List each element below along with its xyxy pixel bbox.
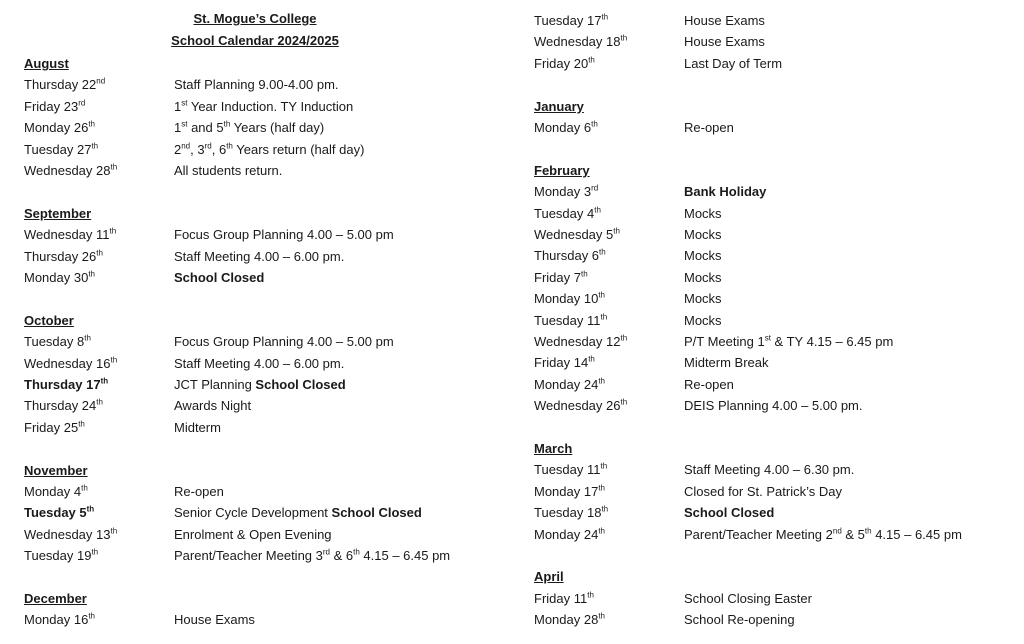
calendar-entry bbox=[24, 525, 504, 545]
calendar-entry bbox=[24, 247, 504, 267]
entry-date: Friday 7th bbox=[534, 269, 588, 285]
entry-event: Parent/Teacher Meeting 2nd & 5th 4.15 – 6.45 pm bbox=[684, 526, 962, 542]
entry-date: Monday 16th bbox=[24, 612, 95, 628]
entry-event: Mocks bbox=[684, 312, 722, 328]
entry-event: Midterm Break bbox=[684, 355, 769, 371]
entry-date: Monday 17th bbox=[534, 483, 605, 499]
entry-event: Mocks bbox=[684, 205, 722, 221]
entry-event: House Exams bbox=[684, 34, 765, 50]
entry-date: Monday 26th bbox=[24, 119, 95, 136]
calendar-entry bbox=[24, 161, 504, 181]
calendar-entry bbox=[534, 353, 1014, 373]
entry-event: Focus Group Planning 4.00 – 5.00 pm bbox=[174, 227, 394, 243]
calendar-entry bbox=[534, 332, 1014, 352]
calendar-entry bbox=[24, 75, 504, 95]
entry-event: Last Day of Term bbox=[684, 55, 783, 71]
calendar-entry bbox=[534, 311, 1014, 331]
calendar-entry bbox=[534, 503, 1014, 523]
calendar-entry bbox=[534, 182, 1014, 202]
month-heading: April bbox=[534, 569, 564, 585]
calendar-entry bbox=[24, 375, 504, 395]
entry-event: Staff Meeting 4.00 – 6.00 pm. bbox=[174, 355, 345, 371]
calendar-entry bbox=[534, 289, 1014, 309]
entry-date: Tuesday 17th bbox=[534, 12, 609, 28]
entry-event: All students return. bbox=[174, 163, 283, 178]
entry-date: Monday 3rd bbox=[534, 183, 599, 200]
month-heading: October bbox=[24, 312, 74, 328]
entry-date: Monday 6th bbox=[534, 119, 598, 135]
calendar-entry bbox=[534, 396, 1014, 416]
calendar-entry bbox=[24, 354, 504, 374]
calendar-entry bbox=[534, 268, 1014, 288]
entry-date: Friday 14th bbox=[534, 355, 595, 371]
calendar-entry bbox=[534, 204, 1014, 224]
entry-event: JCT Planning School Closed bbox=[174, 377, 346, 392]
entry-date: Monday 4th bbox=[24, 483, 88, 499]
entry-date: Monday 24th bbox=[534, 376, 605, 392]
calendar-entry bbox=[24, 140, 504, 160]
entry-event: P/T Meeting 1st & TY 4.15 – 6.45 pm bbox=[684, 333, 894, 349]
entry-event: Focus Group Planning 4.00 – 5.00 pm bbox=[174, 334, 394, 350]
entry-event: School Closed bbox=[684, 505, 775, 521]
entry-event: 1st and 5th Years (half day) bbox=[174, 119, 325, 136]
calendar-entry bbox=[534, 375, 1014, 395]
calendar-entry bbox=[534, 610, 1014, 630]
entry-date: Tuesday 5th bbox=[24, 505, 95, 521]
entry-event: Awards Night bbox=[174, 398, 252, 414]
calendar-entry bbox=[534, 32, 1014, 52]
calendar-entry bbox=[24, 332, 504, 352]
calendar-entry bbox=[24, 482, 504, 502]
entry-date: Monday 30th bbox=[24, 269, 95, 285]
calendar-entry bbox=[24, 418, 504, 438]
entry-date: Tuesday 27th bbox=[24, 141, 99, 157]
entry-date: Wednesday 12th bbox=[534, 333, 628, 349]
month-heading: December bbox=[24, 591, 87, 606]
entry-date: Wednesday 28th bbox=[24, 162, 118, 178]
entry-date: Tuesday 8th bbox=[24, 333, 91, 350]
entry-event: Mocks bbox=[684, 291, 722, 307]
calendar-entry bbox=[24, 118, 504, 138]
entry-event: Mocks bbox=[684, 248, 722, 264]
entry-event: 2nd, 3rd, 6th Years return (half day) bbox=[174, 141, 365, 157]
calendar-entry bbox=[24, 503, 504, 523]
entry-date: Thursday 24th bbox=[24, 398, 103, 414]
calendar-entry bbox=[24, 396, 504, 416]
calendar-entry bbox=[24, 546, 504, 566]
calendar-entry bbox=[534, 225, 1014, 245]
calendar-entry bbox=[534, 54, 1014, 74]
entry-event: School Closing Easter bbox=[684, 590, 812, 606]
school-name: St. Mogue’s College bbox=[193, 11, 317, 26]
entry-date: Friday 11th bbox=[534, 590, 594, 606]
calendar-entry bbox=[534, 589, 1014, 609]
entry-date: Wednesday 5th bbox=[534, 226, 620, 242]
month-heading: August bbox=[24, 56, 69, 71]
entry-event: Closed for St. Patrick’s Day bbox=[684, 483, 842, 499]
entry-event: Parent/Teacher Meeting 3rd & 6th 4.15 – 6.45 pm bbox=[174, 547, 451, 564]
entry-event: Mocks bbox=[684, 227, 722, 242]
entry-event: DEIS Planning 4.00 – 5.00 pm. bbox=[684, 398, 863, 414]
entry-event: Re-open bbox=[174, 484, 224, 499]
calendar-entry bbox=[534, 118, 1014, 138]
calendar-entry bbox=[534, 11, 1014, 31]
calendar-entry bbox=[534, 246, 1014, 266]
entry-date: Wednesday 18th bbox=[534, 34, 628, 50]
month-heading: January bbox=[534, 98, 584, 114]
entry-date: Monday 24th bbox=[534, 526, 605, 542]
entry-date: Tuesday 19th bbox=[24, 547, 99, 564]
entry-event: 1st Year Induction. TY Induction bbox=[174, 98, 354, 114]
entry-event: School Re-opening bbox=[684, 612, 795, 628]
entry-date: Tuesday 4th bbox=[534, 205, 601, 221]
entry-date: Tuesday 11th bbox=[534, 312, 608, 328]
month-heading: September bbox=[24, 205, 92, 221]
calendar-entry bbox=[24, 610, 504, 630]
calendar-entry bbox=[24, 97, 504, 117]
calendar-entry bbox=[534, 482, 1014, 502]
calendar-entry bbox=[534, 460, 1014, 480]
entry-date: Wednesday 13th bbox=[24, 526, 118, 542]
month-heading: February bbox=[534, 162, 590, 178]
entry-event: Staff Meeting 4.00 – 6.30 pm. bbox=[684, 462, 855, 478]
entry-date: Wednesday 26th bbox=[534, 397, 628, 414]
entry-date: Wednesday 16th bbox=[24, 355, 118, 371]
entry-event: House Exams bbox=[684, 13, 765, 28]
entry-event: Re-open bbox=[684, 120, 734, 135]
calendar-entry bbox=[534, 525, 1014, 545]
entry-date: Monday 28th bbox=[534, 611, 605, 628]
entry-date: Tuesday 11th bbox=[534, 462, 608, 478]
entry-event: Staff Planning 9.00-4.00 pm. bbox=[174, 77, 339, 93]
entry-date: Tuesday 18th bbox=[534, 504, 609, 521]
entry-event: Senior Cycle Development School Closed bbox=[174, 505, 422, 521]
entry-date: Friday 23rd bbox=[24, 98, 86, 114]
entry-event: Bank Holiday bbox=[684, 184, 767, 200]
calendar-entry bbox=[24, 268, 504, 288]
entry-date: Thursday 22nd bbox=[24, 77, 106, 93]
entry-date: Monday 10th bbox=[534, 290, 605, 307]
entry-date: Thursday 26th bbox=[24, 248, 103, 264]
entry-date: Friday 25th bbox=[24, 419, 85, 435]
entry-event: Staff Meeting 4.00 – 6.00 pm. bbox=[174, 248, 345, 264]
calendar-entry bbox=[24, 225, 504, 245]
entry-event: Midterm bbox=[174, 419, 221, 435]
entry-event: House Exams bbox=[174, 612, 255, 628]
entry-date: Friday 20th bbox=[534, 55, 595, 71]
calendar-title: School Calendar 2024/2025 bbox=[171, 33, 339, 48]
entry-date: Thursday 17th bbox=[24, 376, 109, 392]
month-heading: March bbox=[534, 441, 573, 456]
entry-event: Re-open bbox=[684, 376, 734, 392]
entry-date: Wednesday 11th bbox=[24, 226, 117, 243]
month-heading: November bbox=[24, 462, 88, 478]
entry-event: Mocks bbox=[684, 269, 722, 285]
entry-event: School Closed bbox=[174, 270, 265, 285]
entry-date: Thursday 6th bbox=[534, 248, 606, 264]
entry-event: Enrolment & Open Evening bbox=[174, 526, 332, 542]
